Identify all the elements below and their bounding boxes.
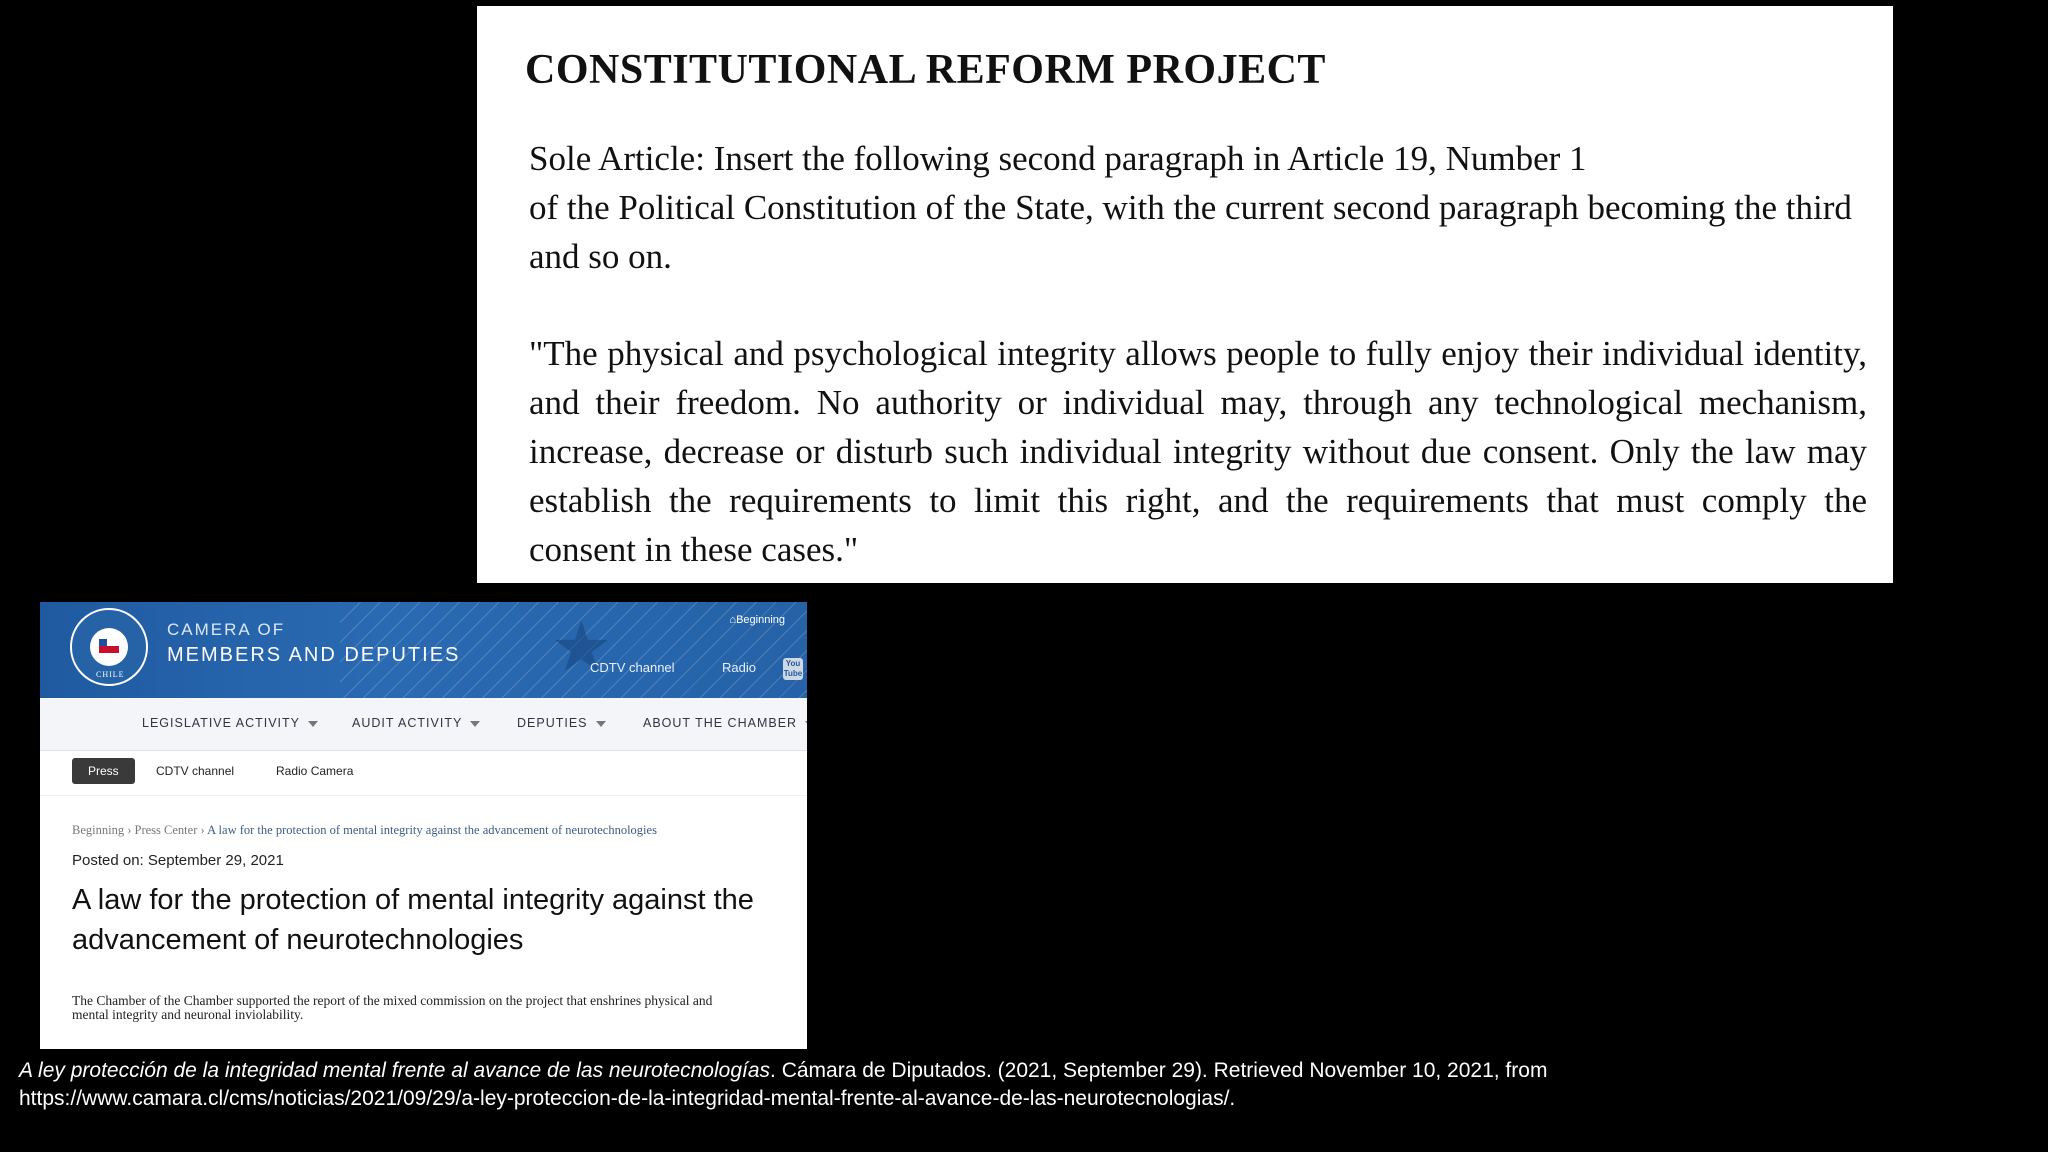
- tab-press[interactable]: Press: [72, 758, 135, 784]
- citation-details: . Cámara de Diputados. (2021, September 29). Retrieved November 10, 2021, from: [770, 1059, 1548, 1082]
- star-icon: ★: [550, 608, 613, 686]
- home-icon: ⌂: [729, 614, 737, 626]
- document-title: CONSTITUTIONAL REFORM PROJECT: [525, 47, 1326, 93]
- chevron-down-icon: [308, 721, 318, 727]
- breadcrumb-separator-icon: ›: [127, 823, 132, 837]
- chevron-down-icon: [805, 721, 807, 727]
- citation: [19, 1057, 2009, 1113]
- camara-website-screenshot: [40, 602, 807, 1049]
- nav-legislative-activity[interactable]: LEGISLATIVE ACTIVITY: [142, 716, 318, 730]
- nav-audit-activity[interactable]: AUDIT ACTIVITY: [352, 716, 480, 730]
- article-text: [529, 134, 1867, 281]
- citation-url: https://www.camara.cl/cms/noticias/2021/09/29/a-ley-proteccion-de-la-integridad-mental-frente-al-avance-de-las-neurotecnologias/.: [19, 1087, 1236, 1110]
- breadcrumb-press-center[interactable]: Press Center: [134, 823, 198, 837]
- nav-about-the-chamber[interactable]: ABOUT THE CHAMBER: [643, 716, 807, 730]
- breadcrumb: [72, 823, 657, 838]
- nav-deputies[interactable]: DEPUTIES: [517, 716, 606, 730]
- citation-title: A ley protección de la integridad mental frente al avance de las neurotecnologías: [19, 1059, 771, 1082]
- breadcrumb-current: A law for the protection of mental integrity against the advancement of neurotechnologies: [207, 823, 657, 837]
- constitutional-reform-document: [477, 6, 1893, 583]
- site-name-line-1[interactable]: CAMERA OF: [167, 620, 286, 639]
- chevron-down-icon: [470, 721, 480, 727]
- youtube-icon[interactable]: You Tube: [783, 659, 803, 678]
- posted-date: Posted on: September 29, 2021: [72, 852, 284, 869]
- tab-cdtv-channel[interactable]: CDTV channel: [156, 764, 235, 778]
- site-header: [40, 602, 807, 698]
- article-line-1: Sole Article: Insert the following second paragraph in Article 19, Number 1: [529, 139, 1587, 178]
- seal-text: CHILE: [96, 670, 125, 679]
- chile-flag-icon: [99, 639, 119, 653]
- main-nav: [40, 698, 807, 751]
- article-line-2: of the Political Constitution of the State, with the current second paragraph becoming the third and so on.: [529, 188, 1852, 276]
- cdtv-channel-link[interactable]: CDTV channel: [590, 660, 675, 675]
- radio-link[interactable]: Radio: [722, 660, 756, 675]
- breadcrumb-beginning[interactable]: Beginning: [72, 823, 125, 837]
- site-name-line-2[interactable]: MEMBERS AND DEPUTIES: [167, 644, 461, 666]
- breadcrumb-separator-icon: ›: [200, 823, 205, 837]
- quoted-paragraph: "The physical and psychological integrity allows people to fully enjoy their individual identity, and their freedom. No authority or individual may, through any technological mechanism, increase, decrease or disturb such individual integrity without due consent. Only the law may establish the requirements to limit this right, and the requirements that must comply the consent in these cases.": [529, 334, 1867, 569]
- article-headline: A law for the protection of mental integrity against the advancement of neurotechnologies: [72, 884, 754, 956]
- tab-radio-camera[interactable]: Radio Camera: [276, 764, 354, 778]
- article-lead: The Chamber of the Chamber supported the report of the mixed commission on the project that enshrines physical and mental integrity and neuronal inviolability.: [72, 993, 713, 1022]
- home-link[interactable]: ⌂Beginning: [729, 614, 785, 626]
- chevron-down-icon: [596, 721, 606, 727]
